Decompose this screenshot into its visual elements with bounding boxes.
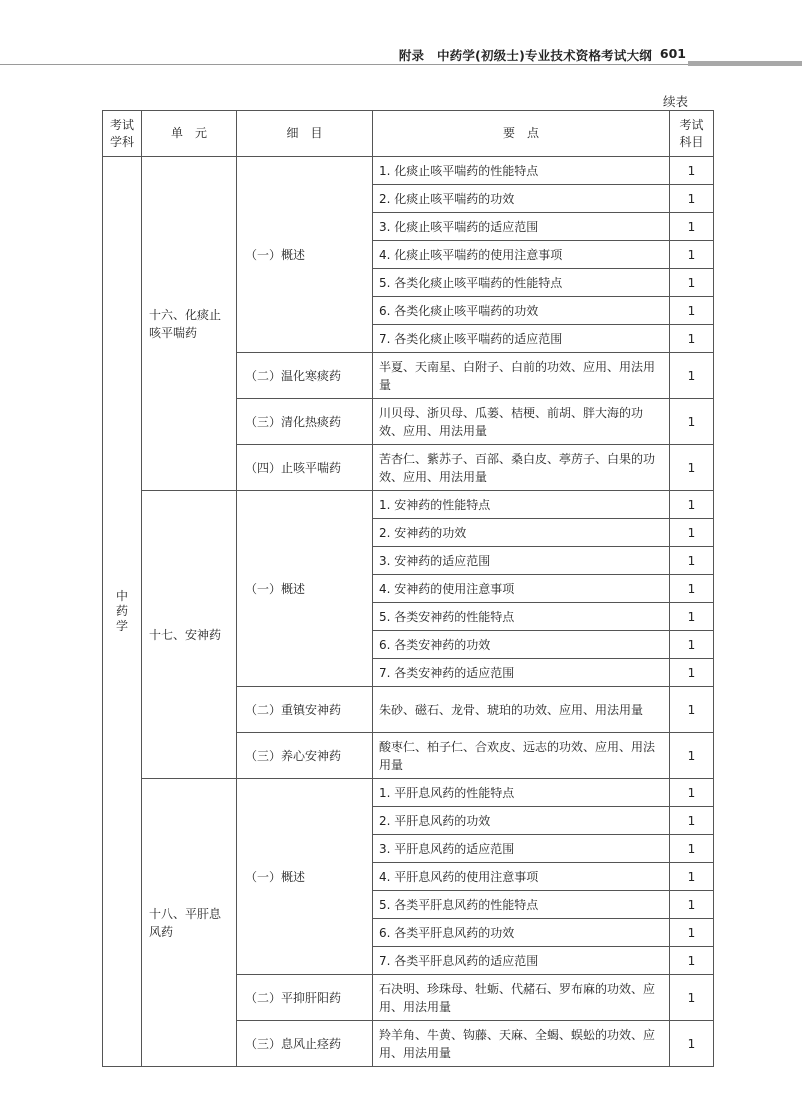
- unit-cell: 十八、平肝息风药: [142, 779, 237, 1067]
- header-rule: [0, 64, 688, 65]
- point-cell: 7. 各类化痰止咳平喘药的适应范围: [373, 325, 670, 353]
- table-row: [103, 491, 714, 519]
- point-cell: 1. 化痰止咳平喘药的性能特点: [373, 157, 670, 185]
- point-cell: 7. 各类安神药的适应范围: [373, 659, 670, 687]
- point-cell: 酸枣仁、柏子仁、合欢皮、远志的功效、应用、用法用量: [373, 733, 670, 779]
- level-cell: 1: [670, 807, 714, 835]
- level-cell: 1: [670, 1021, 714, 1067]
- point-cell: 6. 各类化痰止咳平喘药的功效: [373, 297, 670, 325]
- level-cell: 1: [670, 353, 714, 399]
- subject-label: 中药学: [115, 589, 128, 633]
- table-header-row: [103, 111, 714, 157]
- header-subject: 考试学科: [103, 111, 142, 157]
- header-item: 细 目: [237, 111, 373, 157]
- level-cell: 1: [670, 863, 714, 891]
- level-cell: 1: [670, 659, 714, 687]
- table-row: [103, 779, 714, 807]
- point-cell: 5. 各类安神药的性能特点: [373, 603, 670, 631]
- point-cell: 朱砂、磁石、龙骨、琥珀的功效、应用、用法用量: [373, 687, 670, 733]
- item-cell: （一）概述: [237, 157, 373, 353]
- level-cell: 1: [670, 835, 714, 863]
- level-cell: 1: [670, 241, 714, 269]
- level-cell: 1: [670, 297, 714, 325]
- item-cell: （三）清化热痰药: [237, 399, 373, 445]
- point-cell: 2. 平肝息风药的功效: [373, 807, 670, 835]
- level-cell: 1: [670, 603, 714, 631]
- point-cell: 3. 安神药的适应范围: [373, 547, 670, 575]
- level-cell: 1: [670, 547, 714, 575]
- point-cell: 1. 安神药的性能特点: [373, 491, 670, 519]
- level-cell: 1: [670, 269, 714, 297]
- continued-label: 续表: [662, 94, 688, 109]
- level-cell: 1: [670, 575, 714, 603]
- point-cell: 6. 各类安神药的功效: [373, 631, 670, 659]
- level-cell: 1: [670, 947, 714, 975]
- level-cell: 1: [670, 519, 714, 547]
- header-title: 附录 中药学(初级士)专业技术资格考试大纲: [398, 48, 652, 63]
- level-cell: 1: [670, 445, 714, 491]
- item-cell: （二）平抑肝阳药: [237, 975, 373, 1021]
- point-cell: 羚羊角、牛黄、钩藤、天麻、全蝎、蜈蚣的功效、应用、用法用量: [373, 1021, 670, 1067]
- header-point: 要 点: [373, 111, 670, 157]
- point-cell: 3. 平肝息风药的适应范围: [373, 835, 670, 863]
- item-cell: （二）温化寒痰药: [237, 353, 373, 399]
- point-cell: 5. 各类化痰止咳平喘药的性能特点: [373, 269, 670, 297]
- level-cell: 1: [670, 491, 714, 519]
- level-cell: 1: [670, 325, 714, 353]
- point-cell: 2. 化痰止咳平喘药的功效: [373, 185, 670, 213]
- header-bar: [688, 61, 802, 66]
- point-cell: 苦杏仁、紫苏子、百部、桑白皮、葶苈子、白果的功效、应用、用法用量: [373, 445, 670, 491]
- item-cell: （四）止咳平喘药: [237, 445, 373, 491]
- unit-cell: 十六、化痰止咳平喘药: [142, 157, 237, 491]
- point-cell: 2. 安神药的功效: [373, 519, 670, 547]
- item-cell: （三）息风止痉药: [237, 1021, 373, 1067]
- point-cell: 半夏、天南星、白附子、白前的功效、应用、用法用量: [373, 353, 670, 399]
- level-cell: 1: [670, 919, 714, 947]
- level-cell: 1: [670, 157, 714, 185]
- running-header: [0, 40, 802, 70]
- point-cell: 5. 各类平肝息风药的性能特点: [373, 891, 670, 919]
- header-level: 考试科目: [670, 111, 714, 157]
- point-cell: 6. 各类平肝息风药的功效: [373, 919, 670, 947]
- item-cell: （二）重镇安神药: [237, 687, 373, 733]
- point-cell: 4. 化痰止咳平喘药的使用注意事项: [373, 241, 670, 269]
- level-cell: 1: [670, 687, 714, 733]
- unit-cell: 十七、安神药: [142, 491, 237, 779]
- header-unit: 单 元: [142, 111, 237, 157]
- level-cell: 1: [670, 975, 714, 1021]
- level-cell: 1: [670, 733, 714, 779]
- level-cell: 1: [670, 185, 714, 213]
- item-cell: （三）养心安神药: [237, 733, 373, 779]
- syllabus-table: [102, 110, 714, 1067]
- point-cell: 川贝母、浙贝母、瓜蒌、桔梗、前胡、胖大海的功效、应用、用法用量: [373, 399, 670, 445]
- table-row: [103, 157, 714, 185]
- item-cell: （一）概述: [237, 491, 373, 687]
- table-body: [103, 157, 714, 1067]
- level-cell: 1: [670, 891, 714, 919]
- level-cell: 1: [670, 779, 714, 807]
- point-cell: 7. 各类平肝息风药的适应范围: [373, 947, 670, 975]
- level-cell: 1: [670, 631, 714, 659]
- point-cell: 石决明、珍珠母、牡蛎、代赭石、罗布麻的功效、应用、用法用量: [373, 975, 670, 1021]
- point-cell: 4. 安神药的使用注意事项: [373, 575, 670, 603]
- page-number: 601: [659, 46, 686, 61]
- point-cell: 3. 化痰止咳平喘药的适应范围: [373, 213, 670, 241]
- level-cell: 1: [670, 213, 714, 241]
- point-cell: 4. 平肝息风药的使用注意事项: [373, 863, 670, 891]
- item-cell: （一）概述: [237, 779, 373, 975]
- point-cell: 1. 平肝息风药的性能特点: [373, 779, 670, 807]
- level-cell: 1: [670, 399, 714, 445]
- subject-cell: [103, 157, 142, 1067]
